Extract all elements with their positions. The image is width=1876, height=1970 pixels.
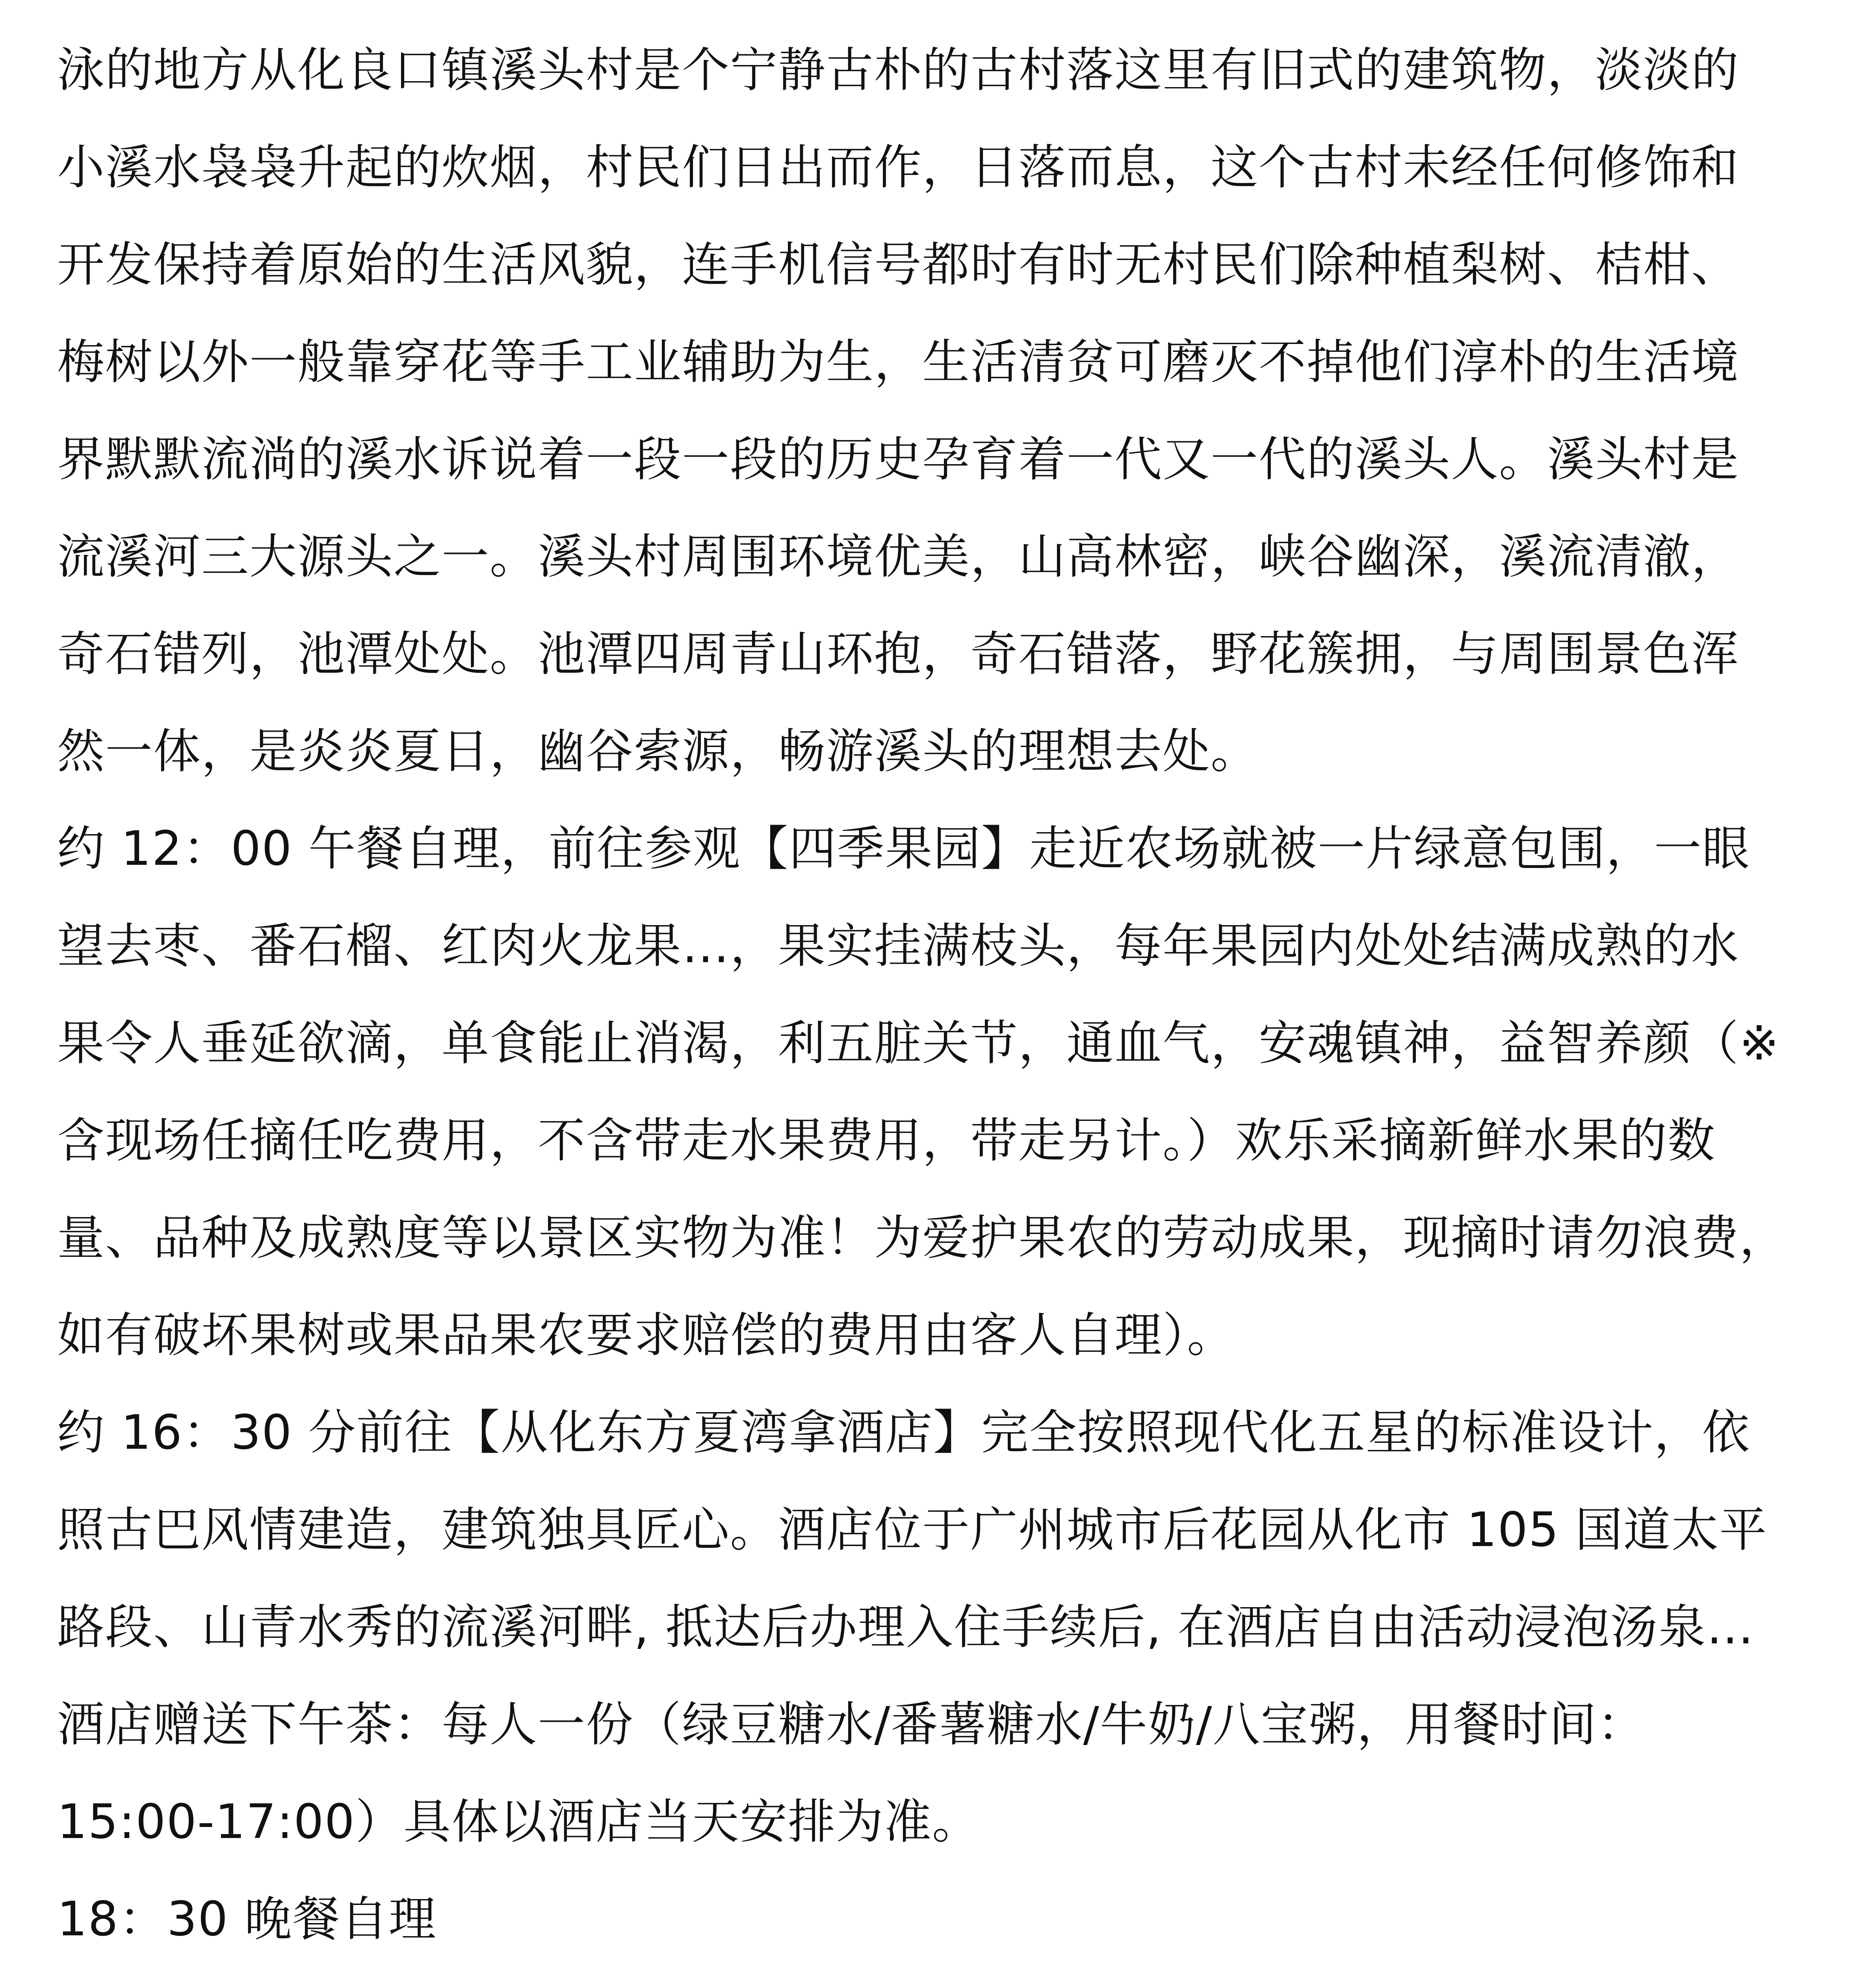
text-line: 梅树以外一般靠穿花等手工业辅助为生，生活清贫可磨灭不掉他们淳朴的生活境 bbox=[57, 335, 1739, 390]
text-line: 15:00-17:00）具体以酒店当天安排为准。 bbox=[57, 1795, 980, 1849]
text-line: 照古巴风情建造，建筑独具匠心。酒店位于广州城市后花园从化市 105 国道太平 bbox=[57, 1503, 1768, 1557]
text-line: 如有破坏果树或果品果农要求赔偿的费用由客人自理）。 bbox=[57, 1308, 1235, 1363]
text-line: 小溪水袅袅升起的炊烟，村民们日出而作，日落而息，这个古村未经任何修饰和 bbox=[57, 140, 1739, 195]
text-line: 奇石错列，池潭处处。池潭四周青山环抱，奇石错落，野花簇拥，与周围景色浑 bbox=[57, 627, 1739, 682]
text-line: 果令人垂延欲滴，单食能止消渴，利五脏关节，通血气，安魂镇神，益智养颜（※ bbox=[57, 1016, 1780, 1071]
text-line: 量、品种及成熟度等以景区实物为准！为爱护果农的劳动成果，现摘时请勿浪费， bbox=[57, 1211, 1787, 1266]
text-line: 含现场任摘任吃费用，不含带走水果费用，带走另计。）欢乐采摘新鲜水果的数 bbox=[57, 1113, 1716, 1168]
paragraph-xitou-village bbox=[57, 22, 1822, 800]
paragraph-mahjong-note bbox=[57, 1968, 1822, 1970]
text-line: 约 12：00 午餐自理，前往参观【四季果园】走近农场就被一片绿意包围，一眼 bbox=[57, 821, 1750, 876]
text-line: 望去枣、番石榴、红肉火龙果…，果实挂满枝头，每年果园内处处结满成熟的水 bbox=[57, 919, 1739, 974]
text-line bbox=[57, 1968, 1822, 1970]
text-line: 18：30 晚餐自理 bbox=[57, 1892, 437, 1947]
paragraph-fruit-orchard bbox=[57, 800, 1822, 1384]
text-line: 泳的地方从化良口镇溪头村是个宁静古朴的古村落这里有旧式的建筑物，淡淡的 bbox=[57, 43, 1739, 98]
text-line: 路段、山青水秀的流溪河畔, 抵达后办理入住手续后, 在酒店自由活动浸泡汤泉… bbox=[57, 1600, 1755, 1655]
body-text bbox=[57, 22, 1822, 1970]
paragraph-hotel bbox=[57, 1384, 1822, 1871]
text-line: 然一体，是炎炎夏日，幽谷索源，畅游溪头的理想去处。 bbox=[57, 724, 1259, 779]
paragraph-dinner bbox=[57, 1871, 1822, 1968]
text-line: 开发保持着原始的生活风貌，连手机信号都时有时无村民们除种植梨树、桔柑、 bbox=[57, 238, 1739, 292]
document-page bbox=[57, 22, 1822, 1970]
text-line: 酒店赠送下午茶：每人一份（绿豆糖水/番薯糖水/牛奶/八宝粥，用餐时间： bbox=[57, 1697, 1646, 1752]
text-line: 流溪河三大源头之一。溪头村周围环境优美，山高林密，峡谷幽深，溪流清澈， bbox=[57, 530, 1739, 584]
text-line: 约 16：30 分前往【从化东方夏湾拿酒店】完全按照现代化五星的标准设计，依 bbox=[57, 1405, 1750, 1460]
text-line: 界默默流淌的溪水诉说着一段一段的历史孕育着一代又一代的溪头人。溪头村是 bbox=[57, 432, 1739, 487]
